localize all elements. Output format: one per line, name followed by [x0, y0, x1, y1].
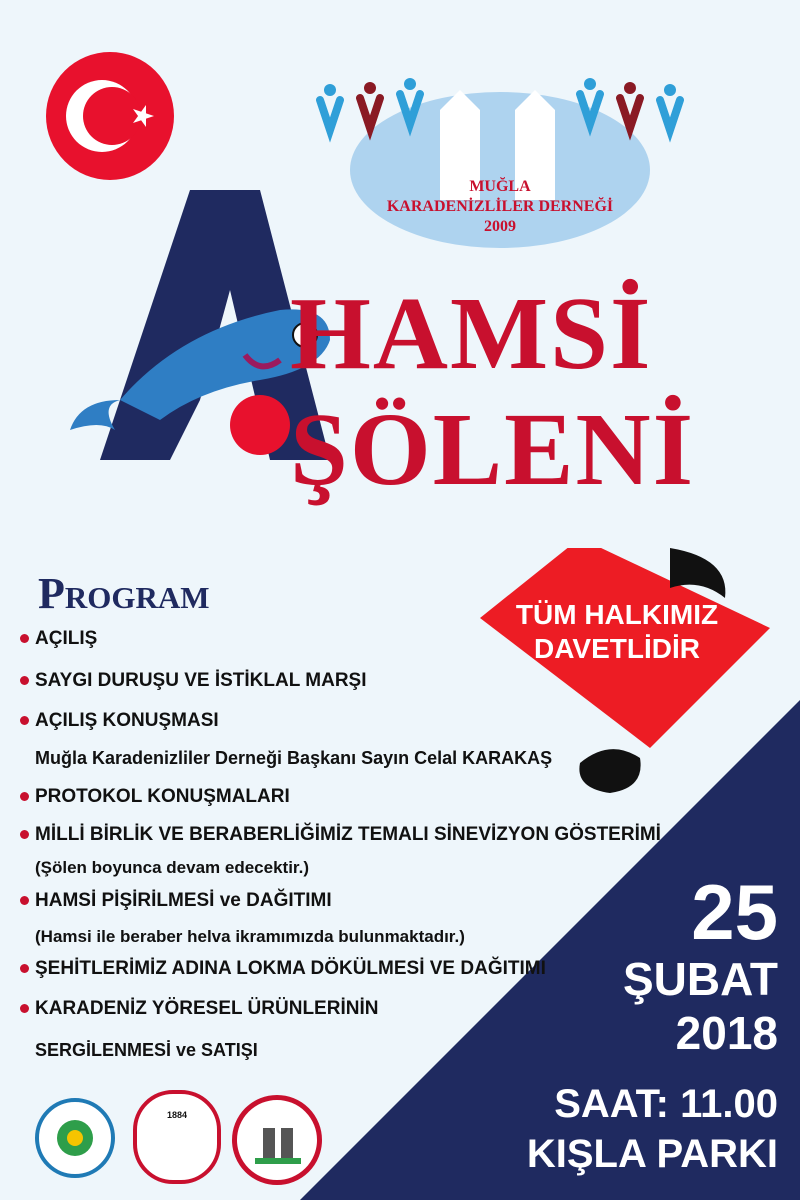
invite-line2: DAVETLİDİR: [534, 633, 700, 664]
event-month: ŞUBAT: [622, 953, 778, 1005]
title-word-hamsi: HAMSİ: [290, 276, 653, 391]
bullet-icon: [20, 634, 29, 643]
association-name-line1: MUĞLA: [469, 178, 531, 195]
mugla-municipality-logo: [35, 1098, 115, 1178]
program-item: MİLLİ BİRLİK VE BERABERLİĞİMİZ TEMALI SİNEVİZYON GÖSTERİMİ: [20, 824, 661, 846]
bullet-icon: [20, 964, 29, 973]
program-heading: Program: [38, 569, 210, 618]
event-time: SAAT: 11.00: [554, 1082, 778, 1126]
event-place: KIŞLA PARKI: [526, 1132, 778, 1176]
association-year: 2009: [484, 218, 516, 235]
title-word-soleni: ŞÖLENİ: [290, 392, 696, 507]
program-item: AÇILIŞ: [20, 628, 97, 650]
program-item: SAYGI DURUŞU VE İSTİKLAL MARŞI: [20, 670, 367, 692]
program-item: HAMSİ PİŞİRİLMESİ ve DAĞITIMI: [20, 890, 332, 912]
bullet-icon: [20, 716, 29, 725]
program-item: KARADENİZ YÖRESEL ÜRÜNLERİNİN: [20, 998, 378, 1020]
invite-text: [512, 598, 722, 666]
red-dot: [230, 395, 290, 455]
program-sub-hamsi: (Hamsi ile beraber helva ikramımızda bulunmaktadır.): [35, 927, 465, 946]
program-sub-sinevizyon: (Şölen boyunca devam edecektir.): [35, 858, 309, 877]
mentese-municipality-logo: [232, 1095, 322, 1185]
turkish-flag-icon: [46, 52, 174, 180]
mutso-logo-year: 1884: [166, 1110, 188, 1120]
bullet-icon: [20, 896, 29, 905]
program-sub-karadeniz: SERGİLENMESİ ve SATIŞI: [35, 1040, 258, 1060]
bullet-icon: [20, 792, 29, 801]
invite-badge: [470, 548, 780, 798]
program-item: ŞEHİTLERİMİZ ADINA LOKMA DÖKÜLMESİ VE DAĞITIMI: [20, 958, 546, 980]
invite-line1: TÜM HALKIMIZ: [515, 599, 719, 630]
bullet-icon: [20, 676, 29, 685]
program-sub-opening-speech: Muğla Karadenizliler Derneği Başkanı Sayın Celal KARAKAŞ: [35, 748, 553, 768]
program-item: PROTOKOL KONUŞMALARI: [20, 786, 290, 808]
association-name-line2: KARADENİZLİLER DERNEĞİ: [386, 198, 614, 215]
program-item: AÇILIŞ KONUŞMASI: [20, 710, 219, 732]
bullet-icon: [20, 830, 29, 839]
bullet-icon: [20, 1004, 29, 1013]
event-day: 25: [691, 868, 778, 956]
event-year: 2018: [675, 1007, 778, 1059]
mutso-logo: [133, 1090, 221, 1184]
